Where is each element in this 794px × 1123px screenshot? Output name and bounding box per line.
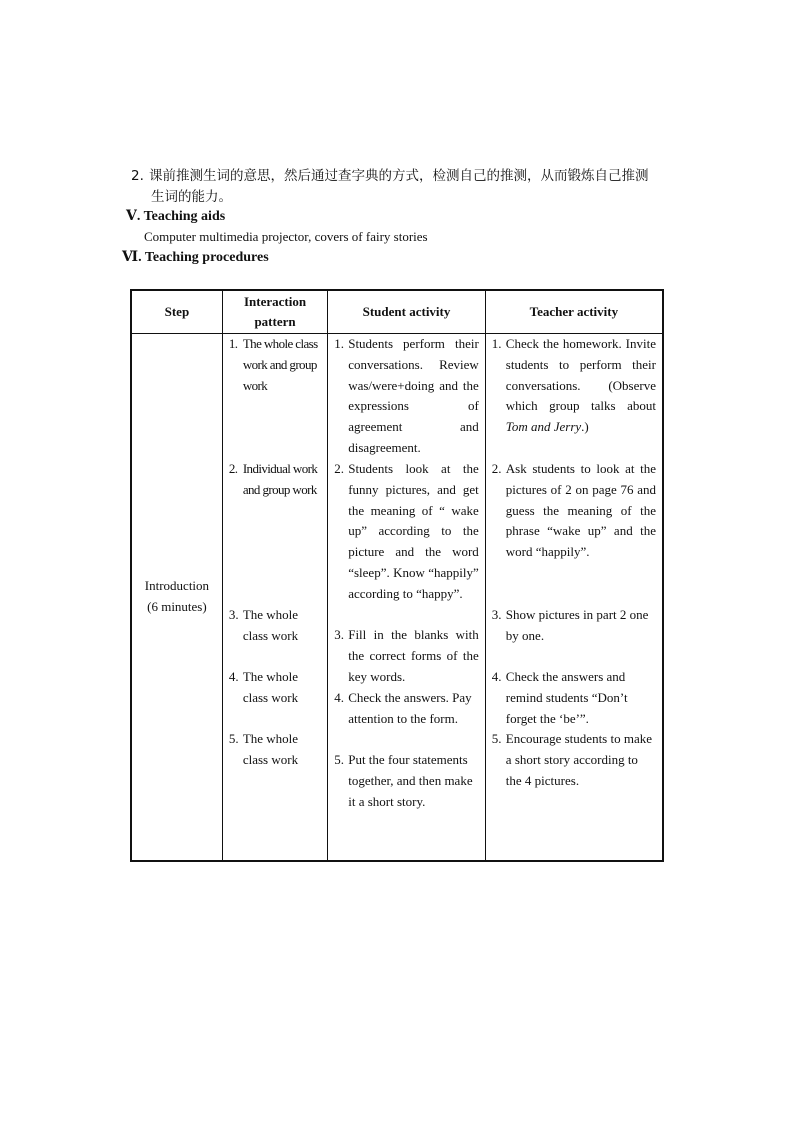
header-interaction: Interaction pattern: [222, 290, 327, 334]
list-item: 4. Check the answers. Pay attention to the form.: [334, 690, 472, 726]
step-cell: [131, 334, 222, 862]
header-student: Student activity: [328, 290, 486, 334]
section-heading-teaching-aids: Ⅴ. Teaching aids: [126, 209, 226, 224]
teaching-aids-text: Computer multimedia projector, covers of fairy stories: [144, 229, 428, 244]
list-item: 3. Fill in the blanks with the correct forms of the key words.: [334, 627, 479, 684]
table-row: [131, 334, 663, 862]
step-duration: (6 minutes): [147, 599, 207, 614]
header-teacher: Teacher activity: [485, 290, 663, 334]
list-item: 2. Ask students to look at the pictures of 2 on page 76 and guess the meaning of the phrase “wake up” and the word “happily”.: [491, 461, 656, 560]
list-item: 1. Students perform their conversations. Review was/were+doing and the expressions of agreement and disagreement.: [334, 336, 479, 455]
student-activity-cell: [328, 334, 486, 862]
list-item: 1. The whole class work and group work: [228, 336, 318, 393]
list-item: 4. Check the answers and remind students “Don’t forget the ‘be’”.: [491, 669, 628, 726]
list-item: 2. Individual work and group work: [228, 461, 318, 497]
intro-item-line1: 课前推测生词的意思，然后通过查字典的方式，检测自己的推测，从而锻炼自己推测: [149, 168, 649, 184]
header-step: Step: [131, 290, 222, 334]
intro-item-2: [131, 166, 676, 208]
intro-item-number: 2.: [131, 168, 144, 184]
procedures-table: [130, 289, 664, 862]
step-name: Introduction: [144, 578, 210, 594]
section-heading-teaching-procedures: Ⅵ. Teaching procedures: [122, 250, 269, 265]
list-item: 3. The whole class work: [228, 607, 299, 643]
list-item: 3. Show pictures in part 2 one by one.: [491, 607, 649, 643]
list-item: 5. Encourage students to make a short story according to the 4 pictures.: [491, 731, 653, 788]
intro-item-line2: 生词的能力。: [151, 189, 232, 205]
table-header-row: [131, 290, 663, 334]
list-item: 2. Students look at the funny pictures, and get the meaning of “ wake up” according to the picture and the word “sleep”. Know “happily” according to “happy”.: [334, 461, 479, 601]
interaction-cell: [222, 334, 327, 862]
teacher-activity-cell: [485, 334, 663, 862]
list-item: 5. Put the four statements together, and then make it a short story.: [334, 752, 473, 809]
list-item: 1. Check the homework. Invite students to perform their conversations. (Observe which group talks about Tom and Jerry.): [491, 336, 656, 435]
list-item: 5. The whole class work: [228, 731, 299, 767]
list-item: 4. The whole class work: [228, 669, 299, 705]
